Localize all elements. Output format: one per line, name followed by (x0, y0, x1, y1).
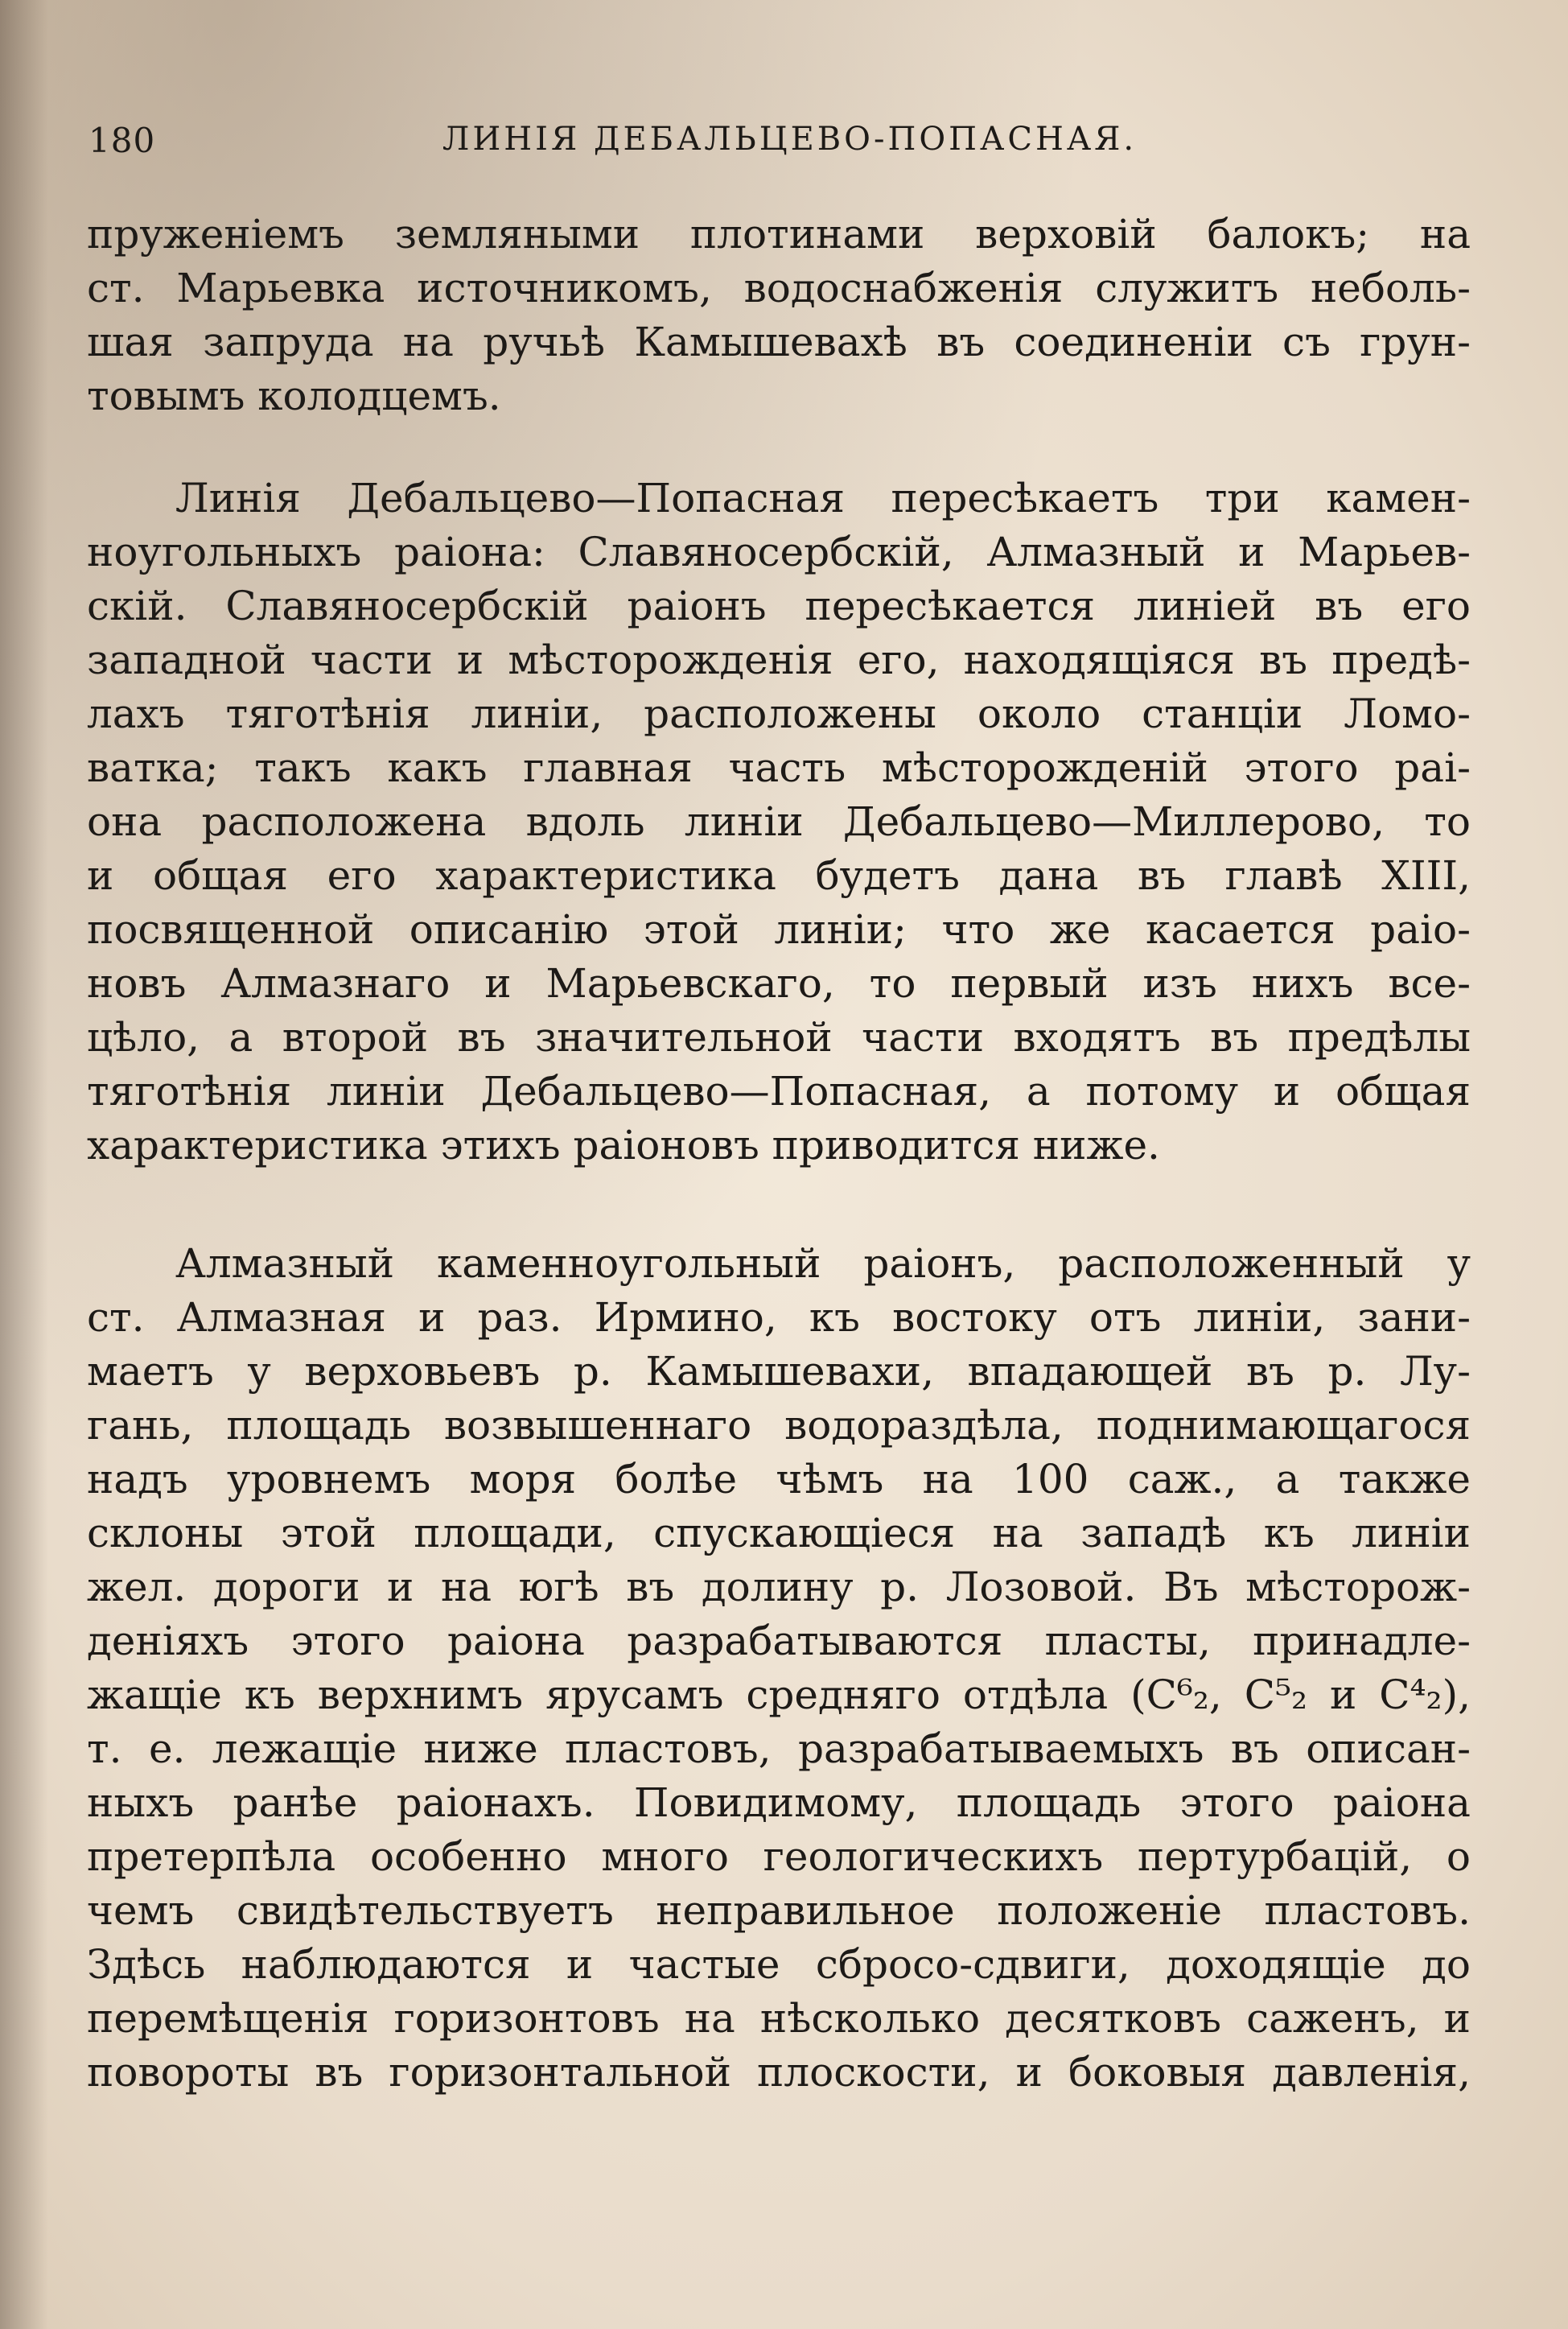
text-line: надъ уровнемъ моря болѣе чѣмъ на 100 саж., а также (87, 1456, 1471, 1503)
text-line: деніяхъ этого раіона разрабатываются пласты, принадле- (87, 1618, 1471, 1664)
text-line: ноугольныхъ раіона: Славяносербскій, Алмазный и Марьев- (87, 529, 1471, 575)
text-line: пруженіемъ земляными плотинами верховій балокъ; на (87, 211, 1471, 258)
paragraph-2 (87, 472, 1471, 1173)
text-line: перемѣщенія горизонтовъ на нѣсколько десятковъ саженъ, и (87, 1995, 1471, 2042)
text-line: новъ Алмазнаго и Марьевскаго, то первый изъ нихъ все- (87, 960, 1471, 1007)
page-number: 180 (88, 121, 156, 160)
text-line: она расположена вдоль линіи Дебальцево—Миллерово, то (87, 798, 1471, 845)
text-line: ст. Алмазная и раз. Ирмино, къ востоку отъ линіи, зани- (87, 1294, 1471, 1341)
text-line: цѣло, а второй въ значительной части входятъ въ предѣлы (87, 1014, 1471, 1061)
text-line: ст. Марьевка источникомъ, водоснабженія служитъ неболь- (87, 265, 1471, 311)
text-line: характеристика этихъ раіоновъ приводится ниже. (87, 1122, 1160, 1169)
text-line: Линія Дебальцево—Попасная пересѣкаетъ три камен- (175, 475, 1471, 521)
paragraph-gap (87, 423, 1471, 472)
text-line: лахъ тяготѣнія линіи, расположены около станціи Ломо- (87, 690, 1471, 737)
running-head (88, 121, 1472, 177)
text-line: и общая его характеристика будетъ дана въ главѣ XIII, (87, 852, 1471, 899)
text-line: чемъ свидѣтельствуетъ неправильное положеніе пластовъ. (87, 1887, 1471, 1934)
text-line: скій. Славяносербскій раіонъ пересѣкается линіей въ его (87, 583, 1471, 629)
text-line: склоны этой площади, спускающіеся на западѣ къ линіи (87, 1510, 1471, 1556)
text-line: жащіе къ верхнимъ ярусамъ средняго отдѣла (C⁶₂, C⁵₂ и C⁴₂), (87, 1672, 1471, 1718)
text-line: т. е. лежащіе ниже пластовъ, разрабатываемыхъ въ описан- (87, 1725, 1471, 1772)
text-line: ватка; такъ какъ главная часть мѣсторожденій этого раі- (87, 744, 1471, 791)
running-title: ЛИНІЯ ДЕБАЛЬЦЕВО-ПОПАСНАЯ. (442, 121, 1138, 158)
text-line: претерпѣла особенно много геологическихъ пертурбацій, о (87, 1833, 1471, 1880)
text-line: жел. дороги и на югѣ въ долину р. Лозовой. Въ мѣсторож- (87, 1564, 1471, 1610)
paragraph-1 (87, 208, 1471, 423)
body-text (87, 208, 1471, 2100)
text-line: товымъ колодцемъ. (87, 373, 501, 419)
text-line: посвященной описанію этой линіи; что же касается раіо- (87, 906, 1471, 953)
paragraph-3 (87, 1237, 1471, 2100)
text-line: Здѣсь наблюдаются и частые сбросо-сдвиги, доходящіе до (87, 1941, 1471, 1988)
text-line: маетъ у верховьевъ р. Камышевахи, впадающей въ р. Лу- (87, 1348, 1471, 1395)
text-line: ныхъ ранѣе раіонахъ. Повидимому, площадь этого раіона (87, 1779, 1471, 1826)
text-line: повороты въ горизонтальной плоскости, и боковыя давленія, (87, 2049, 1471, 2096)
text-line: шая запруда на ручьѣ Камышевахѣ въ соединеніи съ грун- (87, 319, 1471, 365)
text-line: гань, площадь возвышеннаго водораздѣла, поднимающагося (87, 1402, 1471, 1449)
text-line: Алмазный каменноугольный раіонъ, расположенный у (175, 1240, 1471, 1287)
text-line: тяготѣнія линіи Дебальцево—Попасная, а потому и общая (87, 1068, 1471, 1115)
paragraph-gap (87, 1173, 1471, 1237)
binding-shadow (0, 0, 48, 2329)
text-line: западной части и мѣсторожденія его, находящіяся въ предѣ- (87, 637, 1471, 683)
